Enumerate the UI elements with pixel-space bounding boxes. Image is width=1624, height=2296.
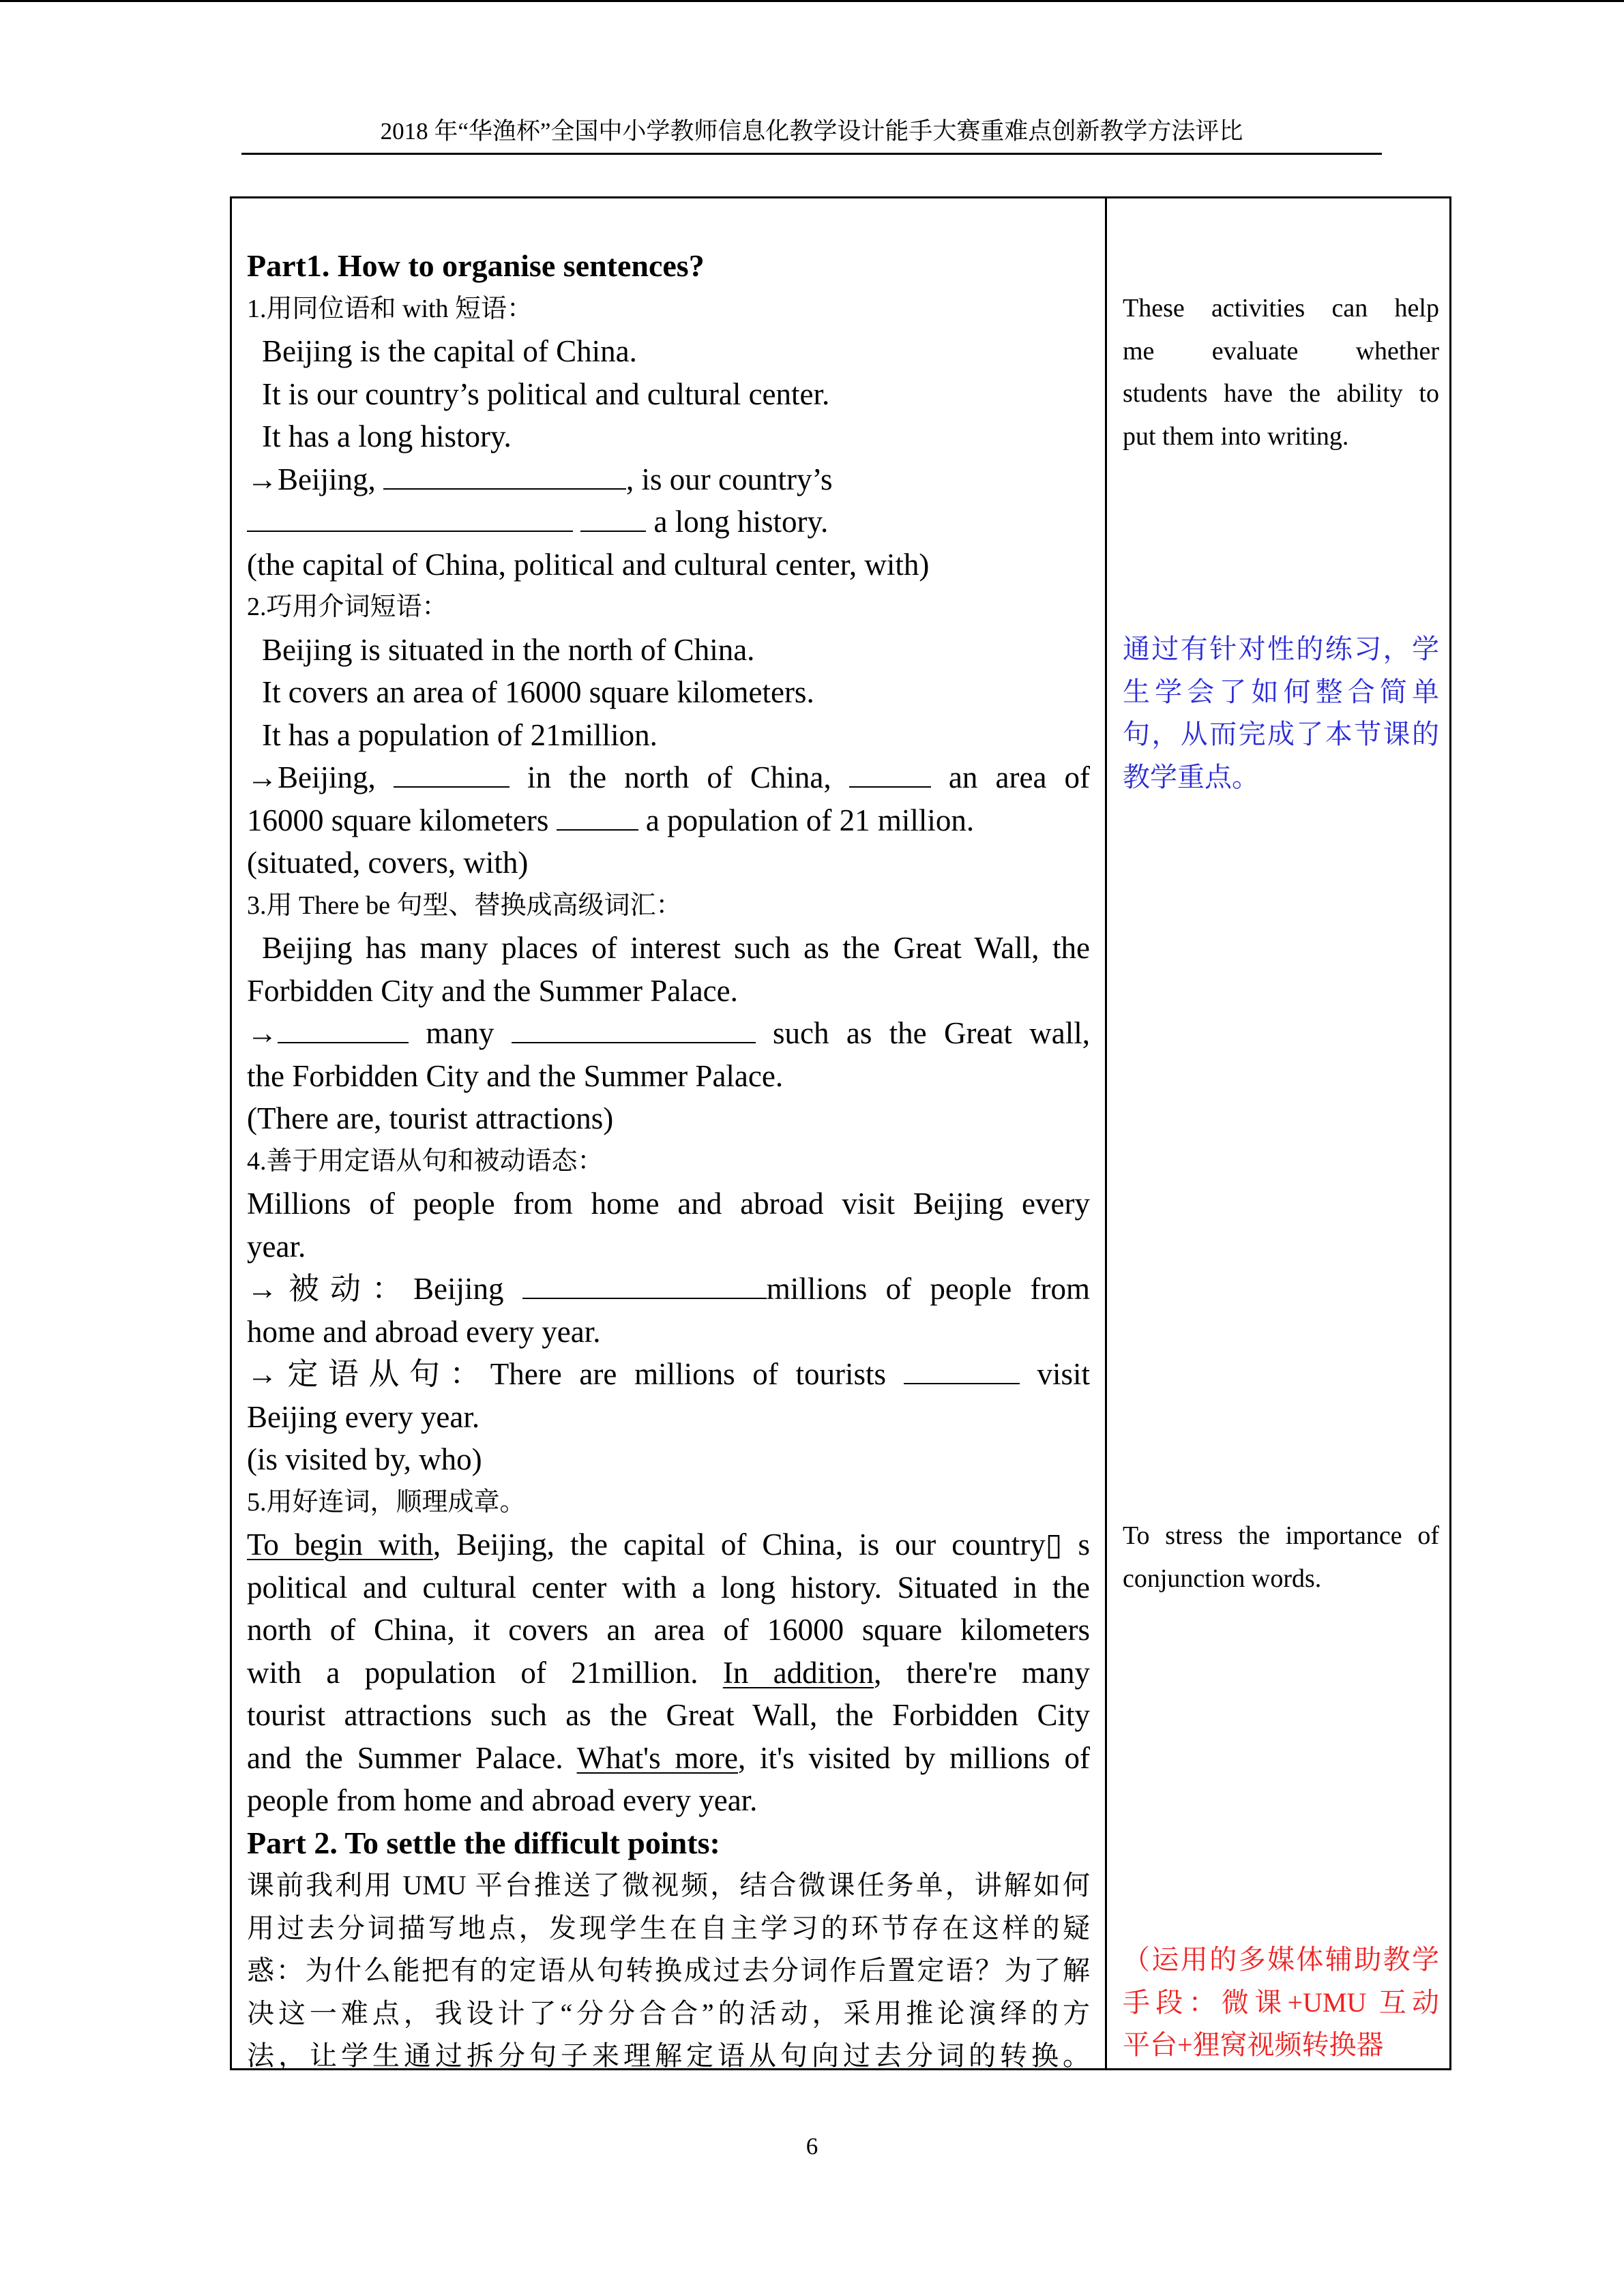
section1-sentence: It has a long history. <box>262 419 512 453</box>
section2-exercise <box>247 799 1090 842</box>
section3-exercise: the Forbidden City and the Summer Palace. <box>247 1058 784 1093</box>
exercise-text: millions of people from <box>766 1272 1091 1306</box>
fill-blank <box>383 458 626 490</box>
paragraph-text: , Beijing, the capital of China, is our country▯ s <box>432 1527 1091 1562</box>
fill-blank <box>278 1012 409 1043</box>
fill-blank <box>904 1353 1020 1384</box>
section5-paragraph-line: political and cultural center with a long history. Situated in the <box>247 1570 1090 1605</box>
exercise-text: →被动：Beijing <box>247 1272 504 1306</box>
exercise-text: →定语从句：There are millions of tourists <box>247 1357 887 1391</box>
section1-sentence: It is our country’s political and cultural center. <box>262 376 830 411</box>
exercise-text: a population of 21 million. <box>645 803 975 837</box>
exercise-text: 16000 square kilometers <box>247 803 549 837</box>
fill-blank <box>394 756 510 788</box>
section4-heading: 4.善于用定语从句和被动语态： <box>247 1146 604 1176</box>
section2-heading: 2.巧用介词短语： <box>247 593 448 621</box>
section1-hint: (the capital of China, political and cultural center, with) <box>247 547 930 582</box>
section1-exercise <box>247 501 1090 543</box>
section3-sentence: Beijing has many places of interest such as the Great Wall, the <box>262 931 1090 965</box>
section4-exercise <box>247 1353 1090 1396</box>
section4-sentence: Millions of people from home and abroad visit Beijing every <box>247 1187 1090 1221</box>
part2-line: 法，让学生通过拆分句子来理解定语从句向过去分词的转换。 <box>247 2040 1090 2071</box>
section2-sentence: Beijing is situated in the north of China. <box>262 632 755 667</box>
note-line: 句，从而完成了本节课的 <box>1123 719 1439 749</box>
section4-hint: (is visited by, who) <box>247 1442 482 1476</box>
lesson-content <box>247 245 1090 2078</box>
exercise-text: a long history. <box>653 505 829 539</box>
note-conjunction <box>1123 1515 1439 1600</box>
note-line: 通过有针对性的练习，学 <box>1123 633 1439 664</box>
exercise-text: in the north of China, <box>527 760 831 794</box>
note-line: 手段：微课+UMU 互动 <box>1123 1986 1439 2018</box>
part2-title: Part 2. To settle the difficult points: <box>247 1825 720 1860</box>
section1-sentence: Beijing is the capital of China. <box>262 334 637 368</box>
fill-blank <box>557 799 638 831</box>
section5-heading: 5.用好连词，顺理成章。 <box>247 1487 526 1517</box>
section5-paragraph-line <box>247 1737 1090 1780</box>
note-line: me evaluate whether <box>1123 336 1439 366</box>
exercise-text: many <box>426 1016 494 1050</box>
part2-paragraph <box>247 1864 1090 2078</box>
paragraph-text: with a population of 21million. <box>247 1655 698 1690</box>
page-header: 2018 年“华渔杯”全国中小学教师信息化教学设计能手大赛重难点创新教学方法评比 <box>241 115 1382 155</box>
exercise-text: →Beijing, <box>247 462 376 496</box>
part1-title: Part1. How to organise sentences? <box>247 248 705 283</box>
section5-paragraph-line <box>247 1523 1090 1566</box>
section2-sentence: It has a population of 21million. <box>262 717 658 752</box>
fill-blank <box>247 501 573 532</box>
section2-sentence: It covers an area of 16000 square kilometers. <box>262 675 814 709</box>
conjunction-underlined: To begin with <box>247 1527 433 1562</box>
note-teaching-focus <box>1123 628 1439 799</box>
note-line: These activities can help <box>1123 294 1439 323</box>
exercise-text: →Beijing, <box>247 760 376 794</box>
section5-paragraph-line <box>247 1652 1090 1695</box>
fill-blank <box>512 1012 756 1043</box>
exercise-text: → <box>247 1016 278 1050</box>
fill-blank <box>580 501 646 532</box>
fill-blank <box>849 756 931 788</box>
section5-paragraph-line: north of China, it covers an area of 16000 square kilometers <box>247 1613 1090 1647</box>
section3-hint: (There are, tourist attractions) <box>247 1101 614 1135</box>
note-line: 平台+狸窝视频转换器 <box>1123 2029 1384 2060</box>
paragraph-text: , it's visited by millions of <box>737 1740 1090 1775</box>
note-line: （运用的多媒体辅助教学 <box>1123 1944 1439 1975</box>
paragraph-text: , there're many <box>874 1655 1090 1690</box>
part2-line: 用过去分词描写地点，发现学生在自主学习的环节存在这样的疑 <box>247 1912 1090 1943</box>
conjunction-underlined: What's more <box>576 1740 738 1775</box>
exercise-text: visit <box>1037 1357 1090 1391</box>
top-rule <box>0 0 1624 2</box>
section3-sentence: Forbidden City and the Summer Palace. <box>247 973 738 1008</box>
note-multimedia <box>1123 1939 1439 2067</box>
section4-exercise: Beijing every year. <box>247 1399 480 1434</box>
section2-exercise <box>247 756 1090 799</box>
exercise-text: , is our country’s <box>626 462 833 496</box>
section4-exercise: home and abroad every year. <box>247 1314 601 1349</box>
section1-exercise <box>247 458 1090 501</box>
part2-line: 惑：为什么能把有的定语从句转换成过去分词作后置定语？为了解 <box>247 1955 1090 1986</box>
section3-heading: 3.用 There be 句型、替换成高级词汇： <box>247 891 682 920</box>
section1-heading: 1.用同位语和 with 短语： <box>247 294 533 323</box>
section2-hint: (situated, covers, with) <box>247 846 529 880</box>
paragraph-text: and the Summer Palace. <box>247 1740 563 1775</box>
fill-blank <box>522 1268 767 1299</box>
column-divider <box>1105 198 1107 2068</box>
conjunction-underlined: In addition <box>722 1655 874 1690</box>
note-line: To stress the importance of <box>1123 1521 1439 1550</box>
note-evaluation <box>1123 287 1439 458</box>
note-line: 生学会了如何整合简单 <box>1123 676 1439 707</box>
part2-line: 课前我利用 UMU 平台推送了微视频，结合微课任务单，讲解如何 <box>247 1870 1090 1900</box>
section5-paragraph-line: people from home and abroad every year. <box>247 1783 758 1817</box>
note-line: students have the ability to <box>1123 379 1439 408</box>
exercise-text: an area of <box>948 760 1091 794</box>
note-line: 教学重点。 <box>1123 761 1259 792</box>
section4-sentence: year. <box>247 1229 306 1264</box>
note-line: conjunction words. <box>1123 1564 1322 1593</box>
exercise-text: such as the Great wall, <box>773 1016 1090 1050</box>
part2-line: 决这一难点，我设计了“分分合合”的活动，采用推论演绎的方 <box>247 1997 1090 2029</box>
page-number: 6 <box>806 2133 818 2160</box>
section4-exercise <box>247 1268 1090 1311</box>
section5-paragraph-line: tourist attractions such as the Great Wall, the Forbidden City <box>247 1698 1090 1732</box>
note-line: put them into writing. <box>1123 421 1349 451</box>
section3-exercise <box>247 1012 1090 1055</box>
lesson-table <box>230 196 1451 2070</box>
